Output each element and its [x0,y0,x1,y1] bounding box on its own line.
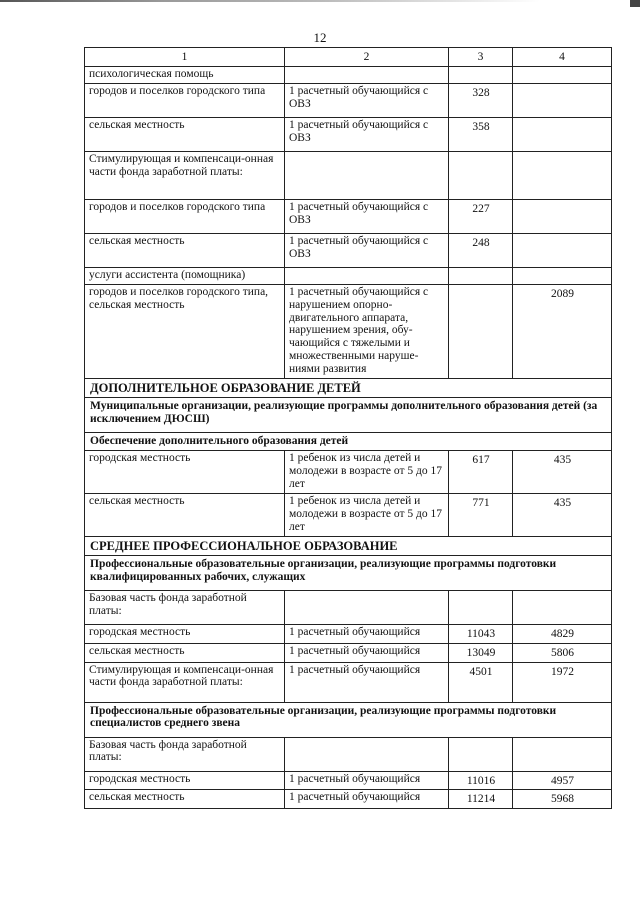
column-header: 1 [85,48,285,67]
table-cell-c3: 248 [449,233,513,267]
section-heading: СРЕДНЕЕ ПРОФЕССИОНАЛЬНОЕ ОБРАЗОВАНИЕ [85,536,612,555]
subsection-heading-row [85,555,612,590]
page-number: 12 [313,30,327,45]
table-cell-c3: 617 [449,450,513,493]
column-header: 2 [285,48,449,67]
table-cell-c4: 435 [513,450,612,493]
table-cell-c1: Стимулирующая и компенсаци-онная части фонда заработной платы: [85,662,285,702]
section-heading: ДОПОЛНИТЕЛЬНОЕ ОБРАЗОВАНИЕ ДЕТЕЙ [85,378,612,397]
table-cell-c1: Базовая часть фонда заработной платы: [85,737,285,771]
table-cell-c4: 2089 [513,284,612,378]
table-row [85,662,612,702]
table-cell-c4: 4829 [513,624,612,643]
table-cell-c4: 5968 [513,790,612,809]
table-cell-c3 [449,590,513,624]
table-cell-c1: сельская местность [85,233,285,267]
table-cell-c3: 13049 [449,643,513,662]
table-cell-c4 [513,199,612,233]
table-cell-c4: 435 [513,493,612,536]
table-cell-c3 [449,284,513,378]
table-cell-c1: городов и поселков городского типа, сельская местность [85,284,285,378]
subsection-heading-row [85,432,612,450]
table-cell-c3: 4501 [449,662,513,702]
table-cell-c2 [285,67,449,84]
subsection-heading: Профессиональные образовательные организации, реализующие программы подготовки специалистов среднего звена [85,702,612,737]
subsection-heading: Муниципальные организации, реализующие программы дополнительного образования детей (за исключением ДЮСШ) [85,397,612,432]
scan-artifact-line [0,0,540,2]
table-cell-c3 [449,737,513,771]
table-cell-c3: 11016 [449,771,513,790]
column-header: 3 [449,48,513,67]
table-cell-c4 [513,83,612,117]
table-cell-c4: 1972 [513,662,612,702]
table-cell-c1: услуги ассистента (помощника) [85,267,285,284]
table-cell-c1: сельская местность [85,790,285,809]
table-row [85,737,612,771]
table-cell-c2: 1 ребенок из числа детей и молодежи в возрасте от 5 до 17 лет [285,450,449,493]
table-row [85,590,612,624]
table-cell-c1: сельская местность [85,643,285,662]
table-row [85,493,612,536]
table-cell-c2: 1 расчетный обучающийся [285,771,449,790]
table-row [85,790,612,809]
table-cell-c3: 11214 [449,790,513,809]
table-cell-c3: 11043 [449,624,513,643]
table-row [85,199,612,233]
table-cell-c3 [449,67,513,84]
table-cell-c1: Стимулирующая и компенсаци-онная части фонда заработной платы: [85,151,285,199]
table-cell-c1: городская местность [85,450,285,493]
table-row [85,151,612,199]
table-cell-c3: 328 [449,83,513,117]
table-cell-c1: Базовая часть фонда заработной платы: [85,590,285,624]
table-cell-c4 [513,117,612,151]
table-row [85,450,612,493]
section-heading-row [85,378,612,397]
table-cell-c2: 1 расчетный обучающийся с ОВЗ [285,233,449,267]
table-cell-c2 [285,737,449,771]
table-cell-c2 [285,267,449,284]
table-cell-c3: 358 [449,117,513,151]
subsection-heading-row [85,702,612,737]
table-cell-c1: городов и поселков городского типа [85,199,285,233]
table-row [85,83,612,117]
table-row [85,117,612,151]
scan-corner-mark [630,0,640,7]
table-row [85,67,612,84]
table-cell-c2: 1 расчетный обучающийся [285,643,449,662]
table-cell-c2: 1 ребенок из числа детей и молодежи в возрасте от 5 до 17 лет [285,493,449,536]
table-cell-c1: сельская местность [85,493,285,536]
table-cell-c4 [513,151,612,199]
table-cell-c1: городов и поселков городского типа [85,83,285,117]
table-cell-c2 [285,590,449,624]
table-row [85,624,612,643]
table-row [85,233,612,267]
table-cell-c1: психологическая помощь [85,67,285,84]
table-cell-c3: 771 [449,493,513,536]
table-cell-c1: сельская местность [85,117,285,151]
table-cell-c2: 1 расчетный обучающийся [285,624,449,643]
table-row [85,284,612,378]
table-cell-c2: 1 расчетный обучающийся с нарушением опорно-двигательного аппарата, нарушением зрения, обу-чающийся с тяжелыми и множественными наруше-ниями развития [285,284,449,378]
table-row [85,267,612,284]
table-cell-c1: городская местность [85,624,285,643]
table-cell-c3: 227 [449,199,513,233]
subsection-heading: Профессиональные образовательные организации, реализующие программы подготовки квалифицированных рабочих, служащих [85,555,612,590]
table-cell-c4 [513,267,612,284]
table-cell-c3 [449,151,513,199]
table-cell-c2: 1 расчетный обучающийся с ОВЗ [285,83,449,117]
table-cell-c3 [449,267,513,284]
table-header-row [85,48,612,67]
table-row [85,771,612,790]
table-cell-c4 [513,233,612,267]
table-cell-c2: 1 расчетный обучающийся [285,662,449,702]
table-cell-c4 [513,737,612,771]
table-cell-c2 [285,151,449,199]
table-cell-c4: 4957 [513,771,612,790]
subsection-heading: Обеспечение дополнительного образования детей [85,432,612,450]
table-cell-c4: 5806 [513,643,612,662]
column-header: 4 [513,48,612,67]
norms-table [84,47,612,809]
table-row [85,643,612,662]
table-cell-c2: 1 расчетный обучающийся с ОВЗ [285,199,449,233]
subsection-heading-row [85,397,612,432]
table-cell-c4 [513,67,612,84]
table-cell-c2: 1 расчетный обучающийся [285,790,449,809]
table-cell-c1: городская местность [85,771,285,790]
section-heading-row [85,536,612,555]
table-cell-c2: 1 расчетный обучающийся с ОВЗ [285,117,449,151]
table-cell-c4 [513,590,612,624]
